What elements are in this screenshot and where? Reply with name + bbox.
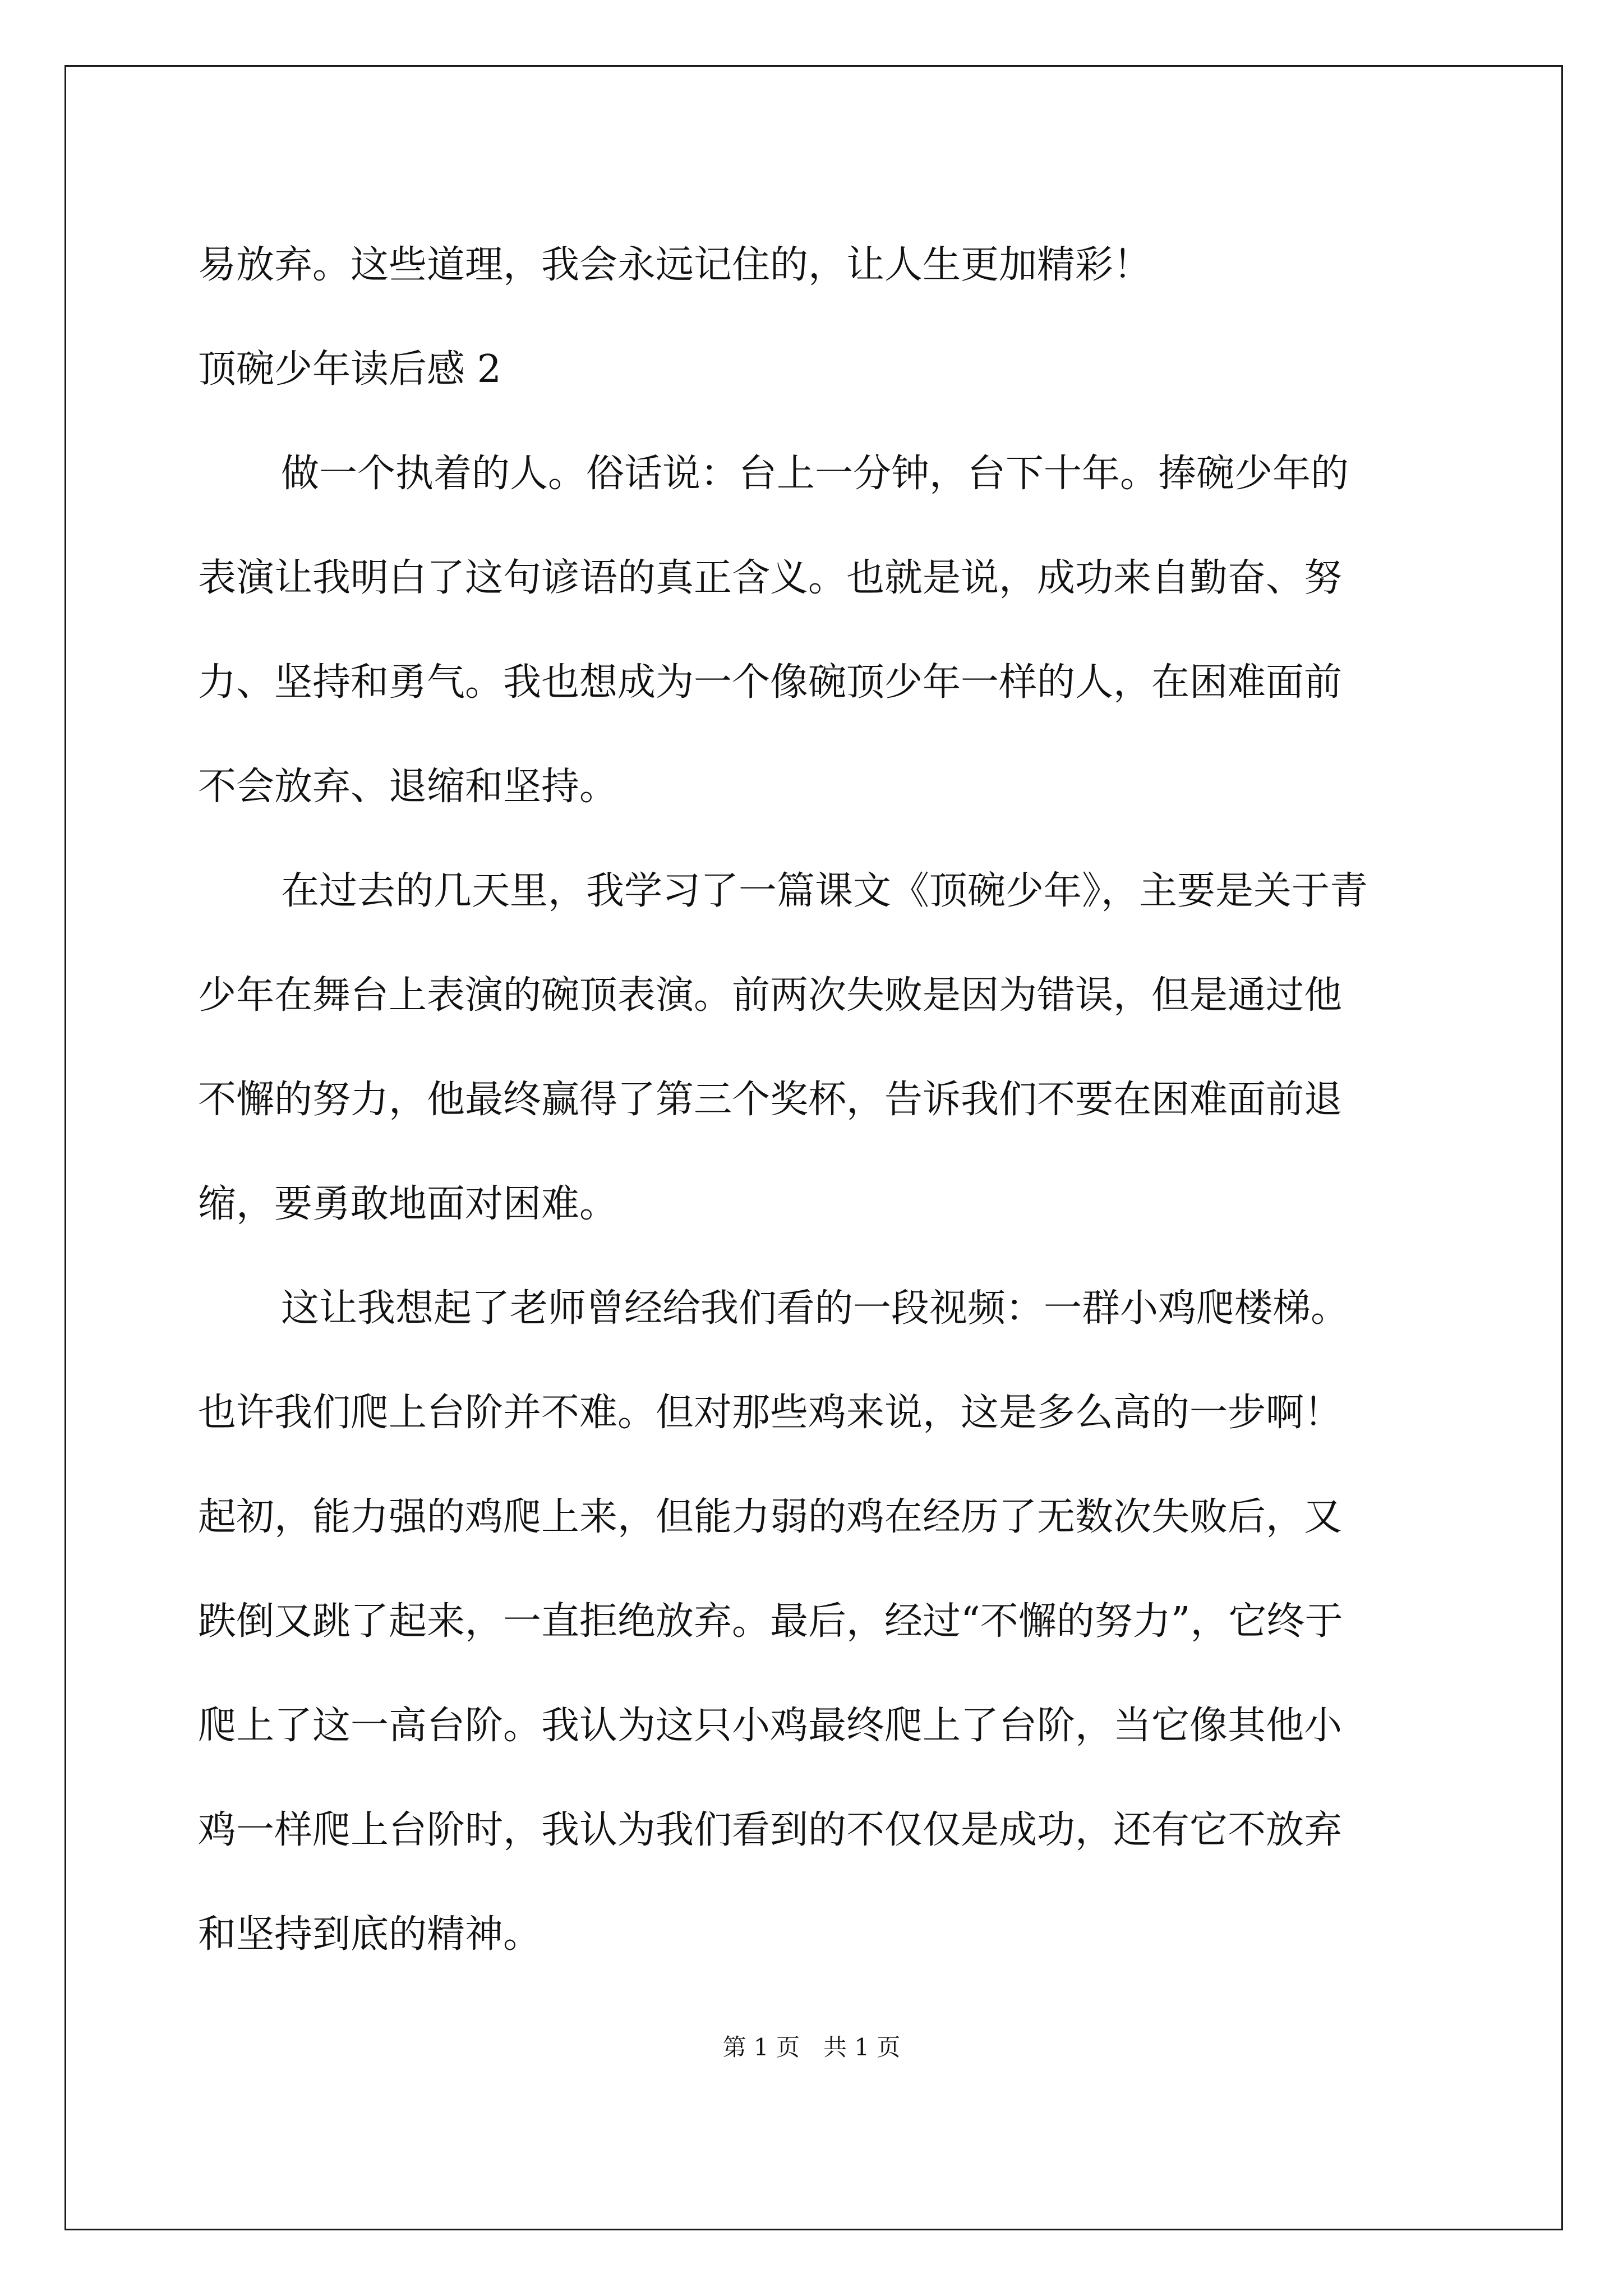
text-line-13: 起初，能力强的鸡爬上来，但能力弱的鸡在经历了无数次失败后，又 <box>198 1495 1343 1539</box>
text-line-1: 易放弃。这些道理，我会永远记住的，让人生更加精彩！ <box>198 243 1152 287</box>
text-line-17: 和坚持到底的精神。 <box>198 1912 542 1957</box>
text-line-3: 做一个执着的人。俗话说：台上一分钟，台下十年。捧碗少年的 <box>281 452 1349 496</box>
text-line-15: 爬上了这一高台阶。我认为这只小鸡最终爬上了台阶，当它像其他小 <box>198 1704 1343 1748</box>
document-body <box>198 213 1443 1987</box>
text-line-8: 少年在舞台上表演的碗顶表演。前两次失败是因为错误，但是通过他 <box>198 973 1343 1018</box>
text-line-14: 跌倒又跳了起来，一直拒绝放弃。最后，经过“不懈的努力”，它终于 <box>198 1599 1343 1644</box>
text-line-6: 不会放弃、退缩和坚持。 <box>198 765 618 809</box>
text-line-9: 不懈的努力，他最终赢得了第三个奖杯，告诉我们不要在困难面前退 <box>198 1078 1343 1122</box>
text-line-11: 这让我想起了老师曾经给我们看的一段视频：一群小鸡爬楼梯。 <box>281 1286 1349 1331</box>
text-line-12: 也许我们爬上台阶并不难。但对那些鸡来说，这是多么高的一步啊！ <box>198 1391 1343 1435</box>
text-line-16: 鸡一样爬上台阶时，我认为我们看到的不仅仅是成功，还有它不放弃 <box>198 1808 1343 1852</box>
page-footer: 第 1 页 共 1 页 <box>722 2033 901 2061</box>
section-heading: 顶碗少年读后感 2 <box>198 347 501 392</box>
text-line-10: 缩，要勇敢地面对困难。 <box>198 1182 618 1226</box>
text-line-5: 力、坚持和勇气。我也想成为一个像碗顶少年一样的人，在困难面前 <box>198 660 1343 705</box>
text-line-4: 表演让我明白了这句谚语的真正含义。也就是说，成功来自勤奋、努 <box>198 556 1343 600</box>
text-line-7: 在过去的几天里，我学习了一篇课文《顶碗少年》，主要是关于青 <box>281 869 1368 913</box>
